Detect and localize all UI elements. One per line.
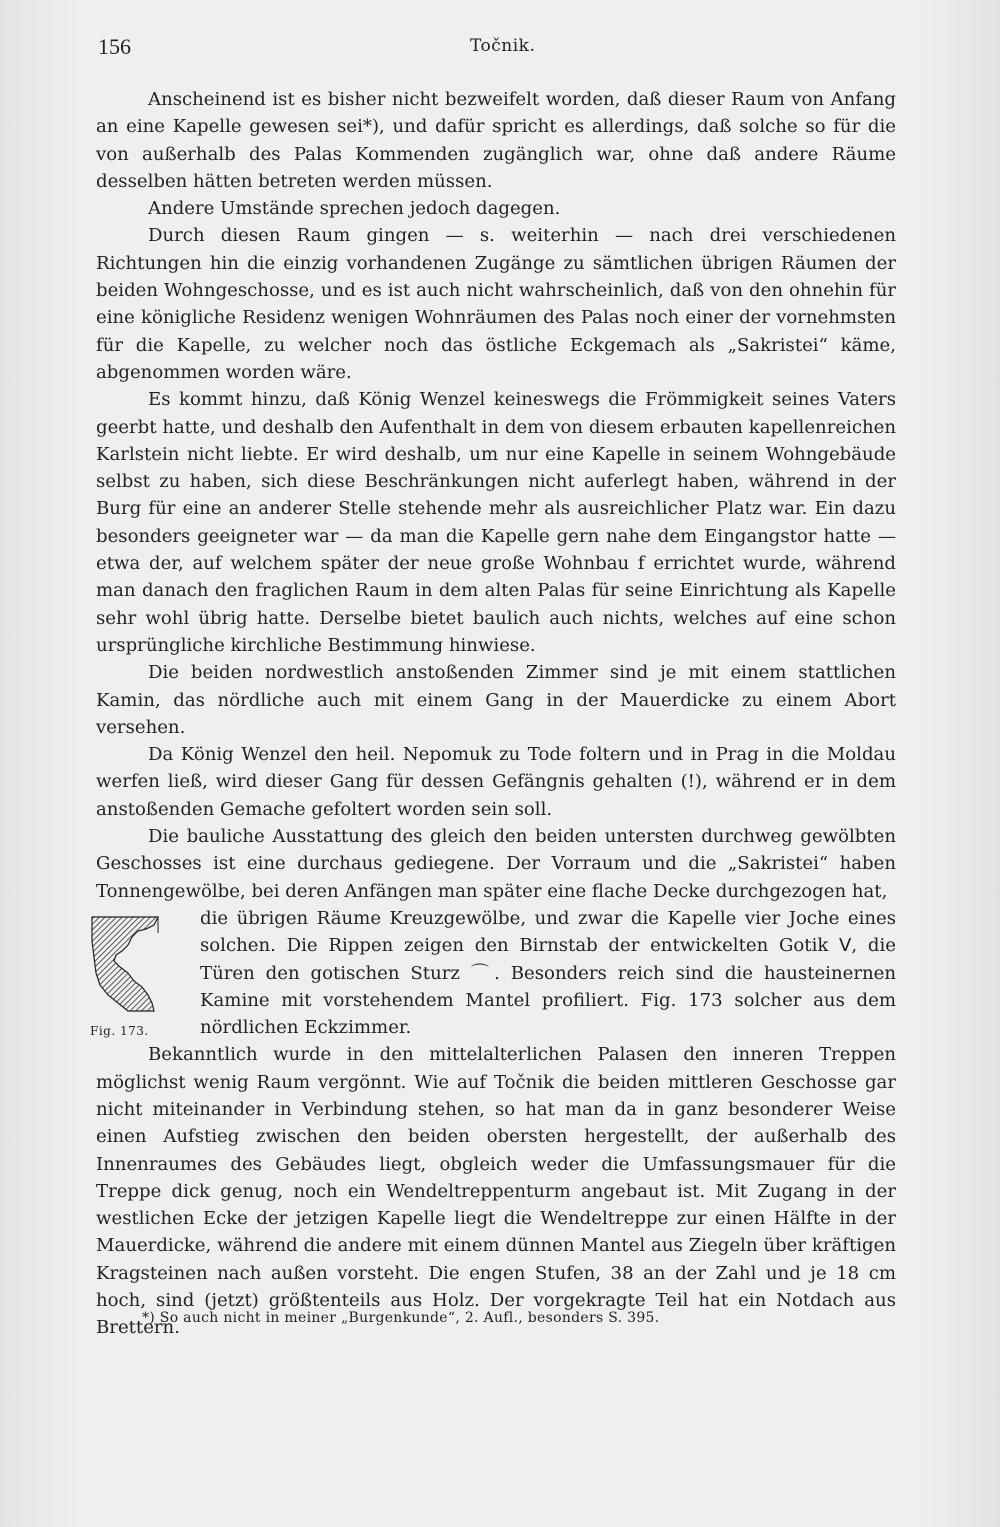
paragraph: die übrigen Räume Kreuzgewölbe, und zwar die Kapelle vier Joche eines solchen. Die Rippen zeigen den Birnstab der entwickelten Gotik ᐯ, die Türen den gotischen Sturz ⌒. Besonders reich sind die hausteinernen Kamine mit vorstehendem Mantel profiliert. Fig. 173 solcher aus dem nördlichen Eckzimmer. — [200, 907, 896, 1039]
page-number: 156 — [98, 34, 131, 59]
paragraph: Anscheinend ist es bisher nicht bezweifelt worden, daß dieser Raum von Anfang an eine Kapelle gewesen sei*), und dafür spricht es allerdings, daß solche so für die von außerhalb des Palas Kommenden zugänglich war, ohne daß andere Räume desselben hätten betreten werden müssen. — [96, 89, 896, 192]
paragraph: Bekanntlich wurde in den mittelalterlichen Palasen den inneren Treppen möglichst wenig Raum vergönnt. Wie auf Točnik die beiden mittleren Geschosse gar nicht miteinander in Verbindung stehen, so hat man da in ganz besonderer Weise einen Aufstieg zwischen den beiden obersten hergestellt, der außerhalb des Innenraumes des Gebäudes liegt, obgleich weder die Umfassungsmauer für die Treppe dick genug, noch ein Wendeltreppenturm angebaut ist. Mit Zugang in der westlichen Ecke der jetzigen Kapelle liegt die Wendeltreppe zur einen Hälfte in der Mauerdicke, während die andere mit einem dünnen Mantel aus Ziegeln über kräftigen Kragsteinen nach außen vorsteht. Die engen Stufen, 38 an der Zahl und je 18 cm hoch, sind (jetzt) größtenteils aus Holz. Der vorgekragte Teil hat ein Notdach aus Brettern. — [96, 1044, 896, 1339]
paragraph: Da König Wenzel den heil. Nepomuk zu Tode foltern und in Prag in die Moldau werfen ließ, wird dieser Gang für dessen Gefängnis gehalten (!), während er in dem anstoßenden Gemache gefoltert worden sein soll. — [96, 744, 896, 820]
paragraph: Andere Umstände sprechen jedoch dagegen. — [148, 198, 561, 220]
paragraph: Die beiden nordwestlich anstoßenden Zimmer sind je mit einem stattlichen Kamin, das nördliche auch mit einem Gang in der Mauerdicke zu einem Abort versehen. — [96, 662, 896, 738]
body-text — [90, 86, 896, 1342]
paragraph: Durch diesen Raum gingen — s. weiterhin — nach drei verschiedenen Richtungen hin die einzig vorhandenen Zugänge zu sämtlichen übrigen Räumen der beiden Wohngeschosse, und es ist auch nicht wahrscheinlich, daß von den ohnehin für eine königliche Residenz wenigen Wohnräumen des Palas noch einer der vornehmsten für die Kapelle, zu welcher noch das östliche Eckgemach als „Sakristei“ käme, abgenommen worden wäre. — [96, 225, 896, 383]
paragraph: Es kommt hinzu, daß König Wenzel keineswegs die Frömmigkeit seines Vaters geerbt hatte, und deshalb den Aufenthalt in dem von diesem erbauten kapellenreichen Karlstein nicht liebte. Er wird deshalb, um nur eine Kapelle in seinem Wohngebäude selbst zu haben, sich diese Beschränkungen nicht auferlegt haben, während in der Burg für eine an anderer Stelle stehende mehr als ausreichlicher Platz war. Ein dazu besonders geeigneter war — da man die Kapelle gern nahe dem Eingangstor hatte — etwa der, auf welchem später der neue große Wohnbau f errichtet wurde, während man danach den fraglichen Raum in dem alten Palas für seine Einrichtung als Kapelle sehr wohl übrig hatte. Derselbe bietet baulich auch nichts, welches auf eine schon ursprüngliche kirchliche Bestimmung hinwiese. — [96, 389, 896, 656]
footnote: *) So auch nicht in meiner „Burgenkunde“, 2. Aufl., besonders S. 395. — [142, 1310, 660, 1326]
fireplace-profile-figure — [88, 911, 186, 1021]
figure-caption: Fig. 173. — [90, 1023, 149, 1038]
page-header — [98, 34, 900, 68]
paragraph: Die bauliche Ausstattung des gleich den beiden untersten durchweg gewölbten Geschosses ist eine durchaus gediegene. Der Vorraum und die „Sakristei“ haben Tonnengewölbe, bei deren Anfängen man später eine flache Decke durchgezogen hat, — [96, 826, 896, 902]
running-head: Točnik. — [470, 36, 536, 56]
figure-173 — [88, 911, 186, 1041]
